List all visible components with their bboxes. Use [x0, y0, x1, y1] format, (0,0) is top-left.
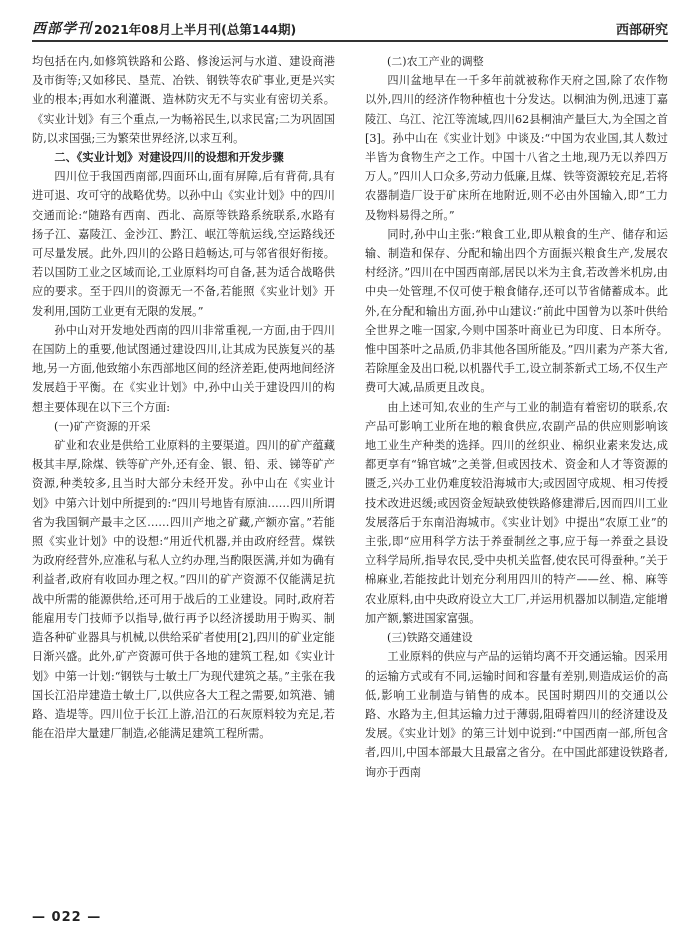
- subsection-heading: (三)铁路交通建设: [387, 631, 473, 645]
- paragraph: 四川位于我国西南部,四面环山,面有屏障,后有背荷,具有进可退、攻可守的战略优势。以孙中山《实业计划》中的四川交通而论:“随路有西南、西北、高原等铁路系统联系,水路有扬子江、嘉陵江、金沙江、黔江、岷江等航运线,空运路线还可尽量发展。此外,四川的公路日趋畅达,可与邻省很好衔接。若以国防工业之区域而论,工业原料均可自备,甚为适合战略供应的要求。至于四川的资源无一不备,若能照《实业计划》开发利用,国防工业更有无限的发展。”: [32, 170, 335, 318]
- right-column: [365, 52, 668, 892]
- section-heading: 二、《实业计划》对建设四川的设想和开发步骤: [54, 151, 284, 165]
- running-header: [32, 12, 668, 42]
- article-body: [32, 52, 668, 892]
- paragraph: 矿业和农业是供给工业原料的主要渠道。四川的矿产蕴藏极其丰厚,除煤、铁等矿产外,还有金、银、铅、汞、锑等矿产资源,种类较多,且当时大部分未经开发。孙中山在《实业计划》中第六计划中所提到的:“四川号地皆有原油……四川所谓省为我国铜产最丰之区……四川产地之矿藏,产额亦富。”若能照《实业计划》中的设想:“用近代机器,并由政府经营。煤铁为政府经营外,应准私与私人立约办理,当酌限医满,并如为确有利益者,政府有收回办理之权。”四川的矿产资源不仅能满足抗战中所需的能源供给,还可用于战后的工业建设。同时,政府若能雇用专门技师予以指导,做行再予以经济援助用于购买、制造各种矿业器具与机械,以供给采矿者使用[2],四川的矿业定能日渐兴盛。此外,矿产资源可供于各地的建筑工程,如《实业计划》中第一计划:“钢铁与士敏土厂为现代建筑之基。”主张在我国长江沿岸建造士敏土厂,以供应各大工程之需要,如筑港、铺路、造堤等。四川位于长江上游,沿江的石灰原料较为充足,若能在沿岸大量建厂制造,必能满足建筑工程所需。: [32, 439, 335, 741]
- paragraph: 由上述可知,农业的生产与工业的制造有着密切的联系,农产品可影响工业所在地的粮食供应,农副产品的供应则影响该地工业生产种类的选择。四川的丝织业、棉织业素来发达,成都更享有“锦官城”之美誉,但或因技术、资金和人才等资源的匮乏,兴办工业仍难度较沿海城市大;或因固守成规、相习传授技术改进迟缓;或因资金短缺致使铁路修建滞后,因而四川工业发展落后于东南沿海城市。《实业计划》中提出“农原工业”的主张,即“应用科学方法于养蚕制丝之事,应于每一养蚕之县设立科学局所,指导农民,受中央机关监督,使农民可得蚕种。”关于棉麻业,若能按此计划充分利用四川的特产——丝、棉、麻等农业原料,由中央政府设立大工厂,并运用机器加以制造,定能增加产额,繁进国家富强。: [365, 400, 668, 625]
- journal-logo: 西部学刊: [32, 21, 92, 37]
- paragraph: 同时,孙中山主张:“粮食工业,即从粮食的生产、储存和运输、制造和保存、分配和输出四个方面振兴粮食生产,发展农村经济。”四川在中国西南部,居民以米为主食,若改善米机房,由中央一处管理,不仅可使于粮食储存,还可以节省储蓄成本。此外,在分配和输出方面,孙中山建议:“前此中国曾为以茶叶供给全世界之唯一国家,今则中国茶叶商业已为印度、日本所夺。惟中国茶叶之品质,仍非其他各国所能及。”四川素为产茶大省,若除厘金及出口税,以机器代手工,设立制茶新式工场,不仅生产费可大减,品质更且改良。: [365, 227, 668, 395]
- paragraph: 四川盆地早在一千多年前就被称作天府之国,除了农作物以外,四川的经济作物种植也十分发达。以桐油为例,迅速丁嘉陵江、乌江、沱江等流域,四川62县桐油产量巨大,为全国之首[3]。孙中山在《实业计划》中谈及:“中国为农业国,其人数过半皆为食物生产之工作。中国十八省之土地,现乃无以养四万万人。”四川人口众多,劳动力低廉,且煤、铁等资源较充足,若将农器制造厂设于矿床所在地附近,则不必由外国输入,即“工力及物料易得之所。”: [365, 74, 668, 222]
- subsection-heading: (一)矿产资源的开采: [54, 419, 151, 433]
- subsection-heading: (二)农工产业的调整: [387, 55, 484, 68]
- paragraph: 工业原料的供应与产品的运销均离不开交通运输。因采用的运输方式或有不同,运输时间和容量有差别,则造成运价的高低,影响工业制造与销售的成本。民国时期四川的交通以公路、水路为主,但其运输力过于薄弱,阻碍着四川的经济建设及发展。《实业计划》的第三计划中说到:“中国西南一部,所包含者,四川,中国本部最大且最富之省分。在中国此部建设铁路者,询亦于西南: [365, 650, 668, 779]
- page-number: — 022 —: [32, 910, 102, 925]
- paragraph: 均包括在内,如修筑铁路和公路、修浚运河与水道、建设商港及市街等;又如移民、垦荒、冶铁、钢铁等农矿事业,更是兴实业的根本;再如水利灌溉、造林防灾无不与实业有密切关系。《实业计划》有三个重点,一为畅裕民生,以求民富;二为巩固国防,以求国强;三为繁荣世界经济,以求互利。: [32, 55, 335, 145]
- paragraph: 孙中山对开发地处西南的四川非常重视,一方面,由于四川在国防上的重要,他试图通过建设四川,让其成为民族复兴的基地,另一方面,他致缩小东西部地区间的经济差距,使两地间经济发展趋于平衡。在《实业计划》中,孙中山关于建设四川的构想主要体现在以下三个方面:: [32, 323, 335, 414]
- section-title: 西部研究: [615, 23, 668, 38]
- issue-info: 2021年08月上半月刊(总第144期): [94, 22, 297, 37]
- header-left: [32, 18, 296, 38]
- left-column: [32, 52, 335, 892]
